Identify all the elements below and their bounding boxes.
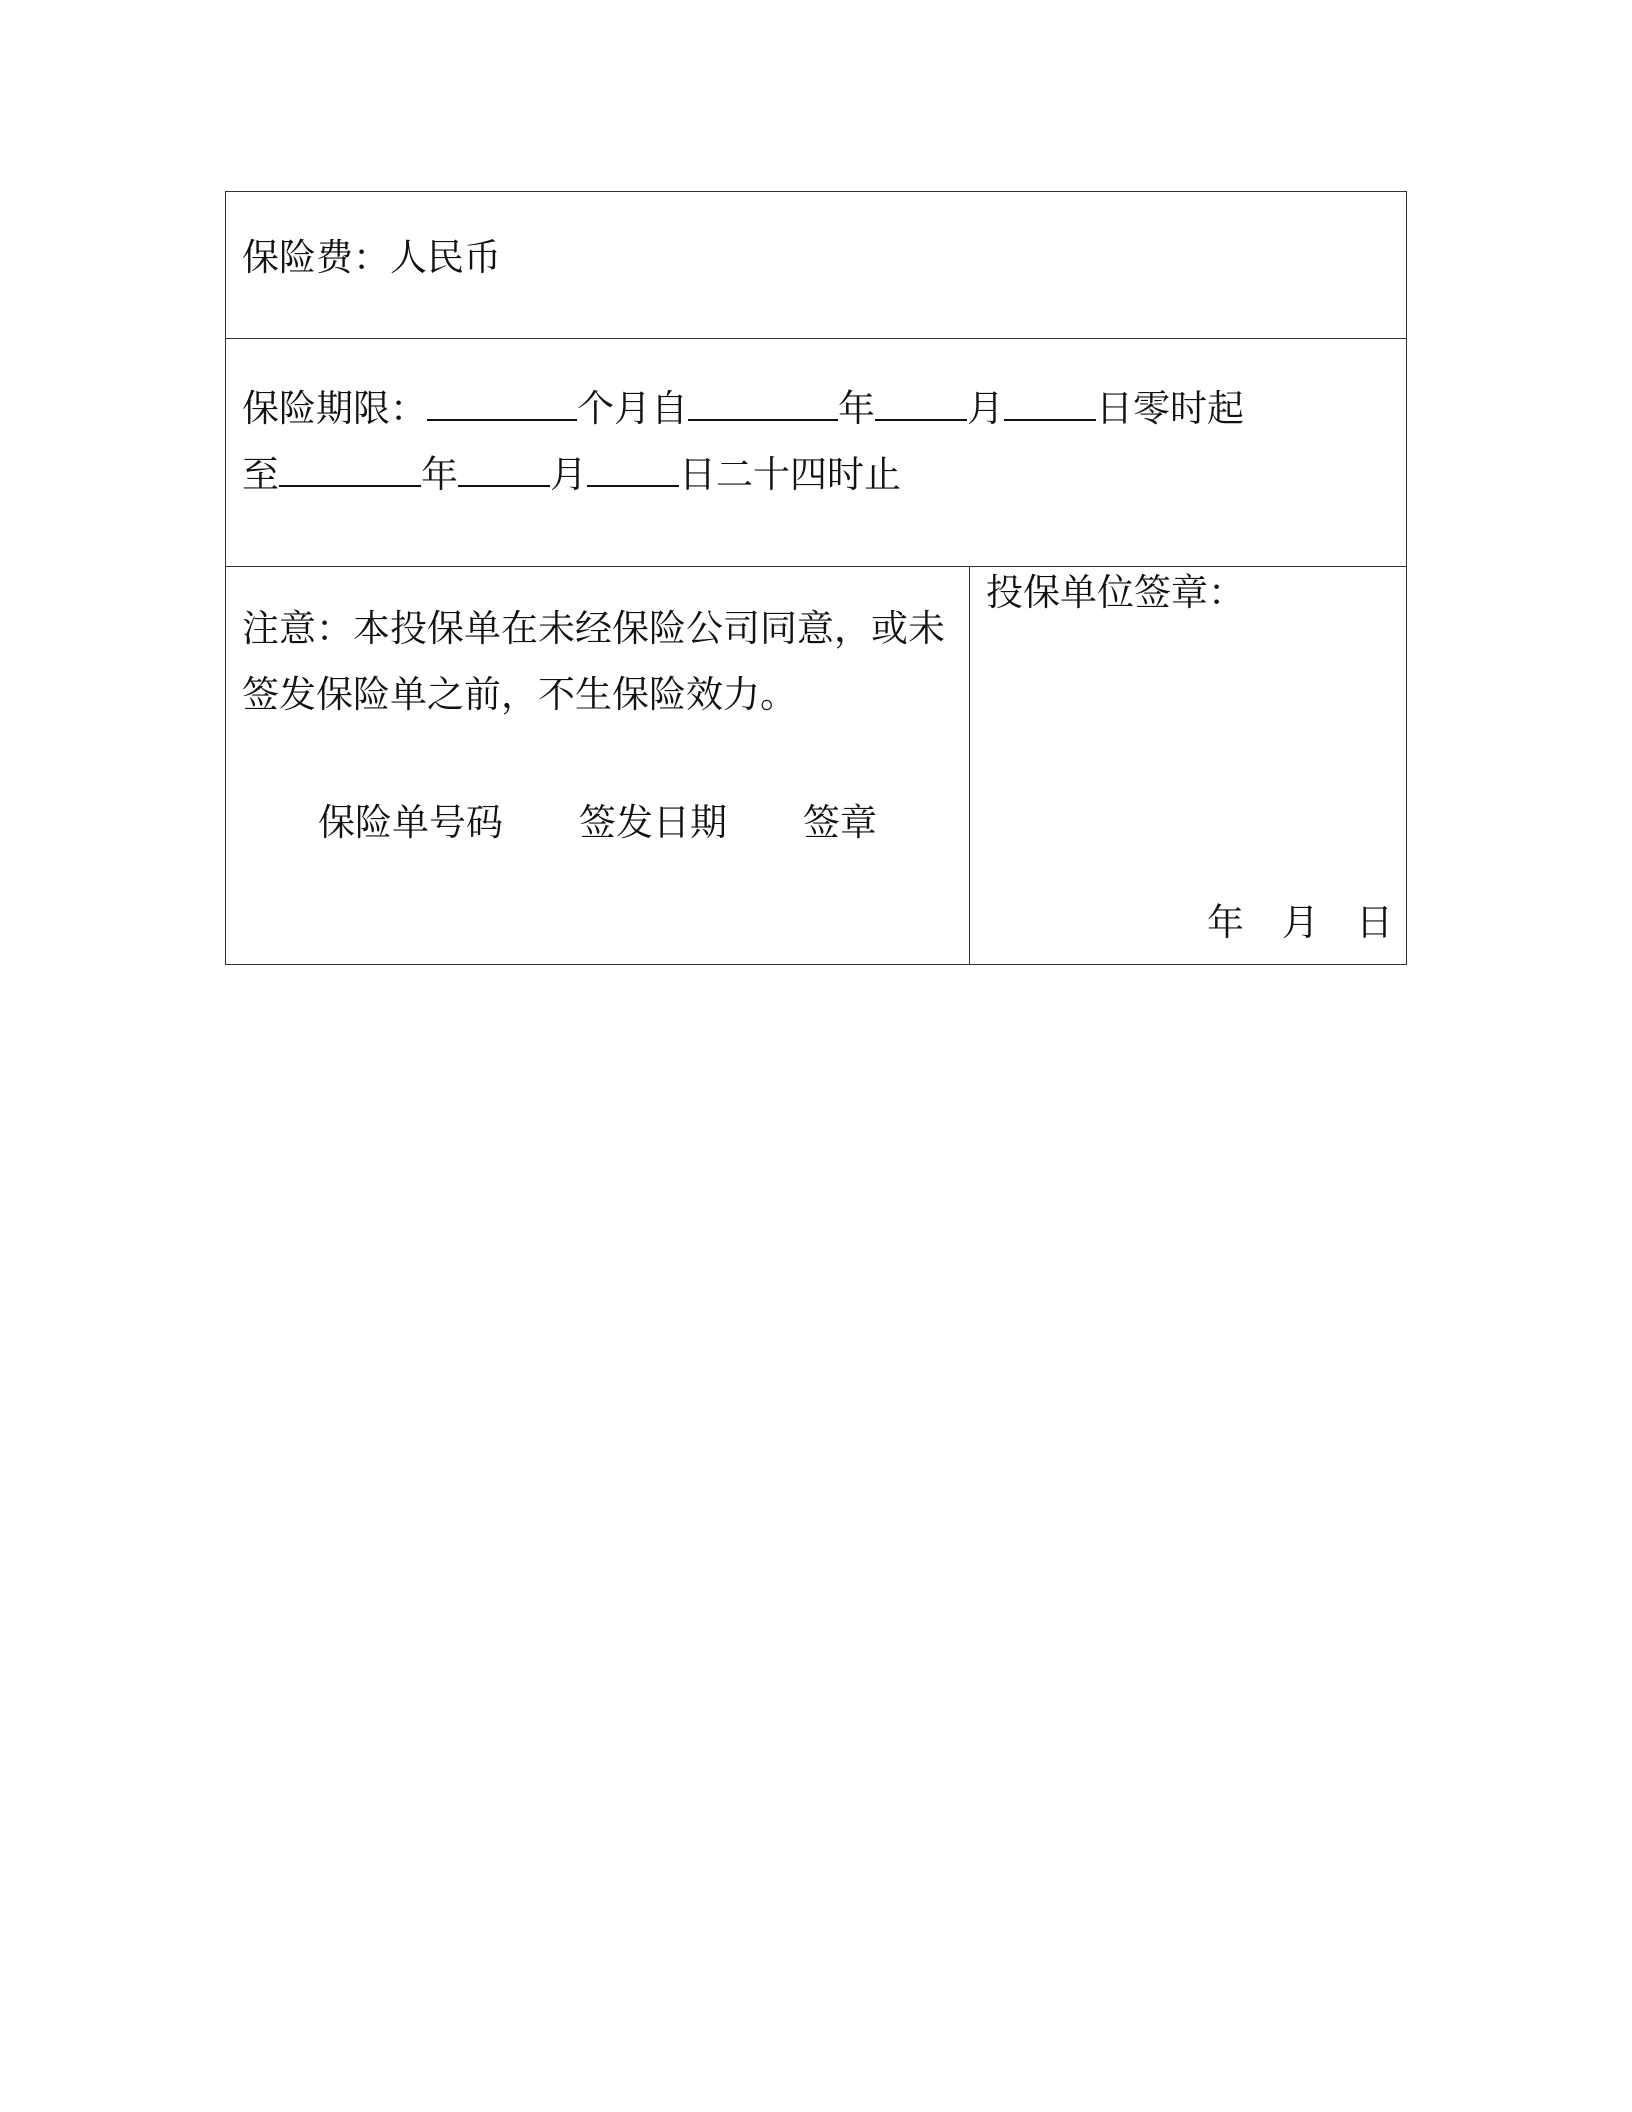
period-line-1 — [242, 385, 1244, 431]
end-suffix-text: 日二十四时止 — [679, 453, 901, 496]
premium-label: 保险费：人民币 — [242, 236, 501, 279]
start-day-blank[interactable] — [1004, 385, 1096, 421]
start-year-text: 年 — [838, 387, 875, 430]
policy-number-label: 保险单号码 — [318, 801, 503, 844]
sign-year-label: 年 — [1207, 901, 1244, 944]
to-text: 至 — [242, 453, 279, 496]
sign-day-label: 日 — [1356, 901, 1393, 944]
period-label: 保险期限： — [242, 387, 427, 430]
start-year-blank[interactable] — [688, 385, 838, 421]
end-year-text: 年 — [421, 453, 458, 496]
end-month-text: 月 — [550, 453, 587, 496]
period-line-2 — [242, 451, 901, 497]
end-month-blank[interactable] — [458, 451, 550, 487]
months-blank[interactable] — [427, 385, 577, 421]
months-text: 个月自 — [577, 387, 688, 430]
notice-line-2: 签发保险单之前，不生保险效力。 — [242, 673, 797, 716]
applicant-signature-cell[interactable] — [970, 567, 1406, 964]
insurance-application-form — [225, 191, 1407, 965]
notice-line-1: 注意：本投保单在未经保险公司同意，或未 — [242, 607, 945, 650]
start-month-blank[interactable] — [875, 385, 967, 421]
insurance-period-row — [226, 339, 1406, 567]
issue-date-label: 签发日期 — [579, 801, 727, 844]
notice-signature-row — [226, 567, 1406, 964]
end-day-blank[interactable] — [587, 451, 679, 487]
notice-cell — [226, 567, 970, 964]
seal-label: 签章 — [803, 801, 877, 844]
premium-row — [226, 192, 1406, 339]
sign-month-label: 月 — [1282, 901, 1319, 944]
start-suffix-text: 日零时起 — [1096, 387, 1244, 430]
applicant-signature-label: 投保单位签章： — [986, 571, 1245, 614]
start-month-text: 月 — [967, 387, 1004, 430]
end-year-blank[interactable] — [279, 451, 421, 487]
